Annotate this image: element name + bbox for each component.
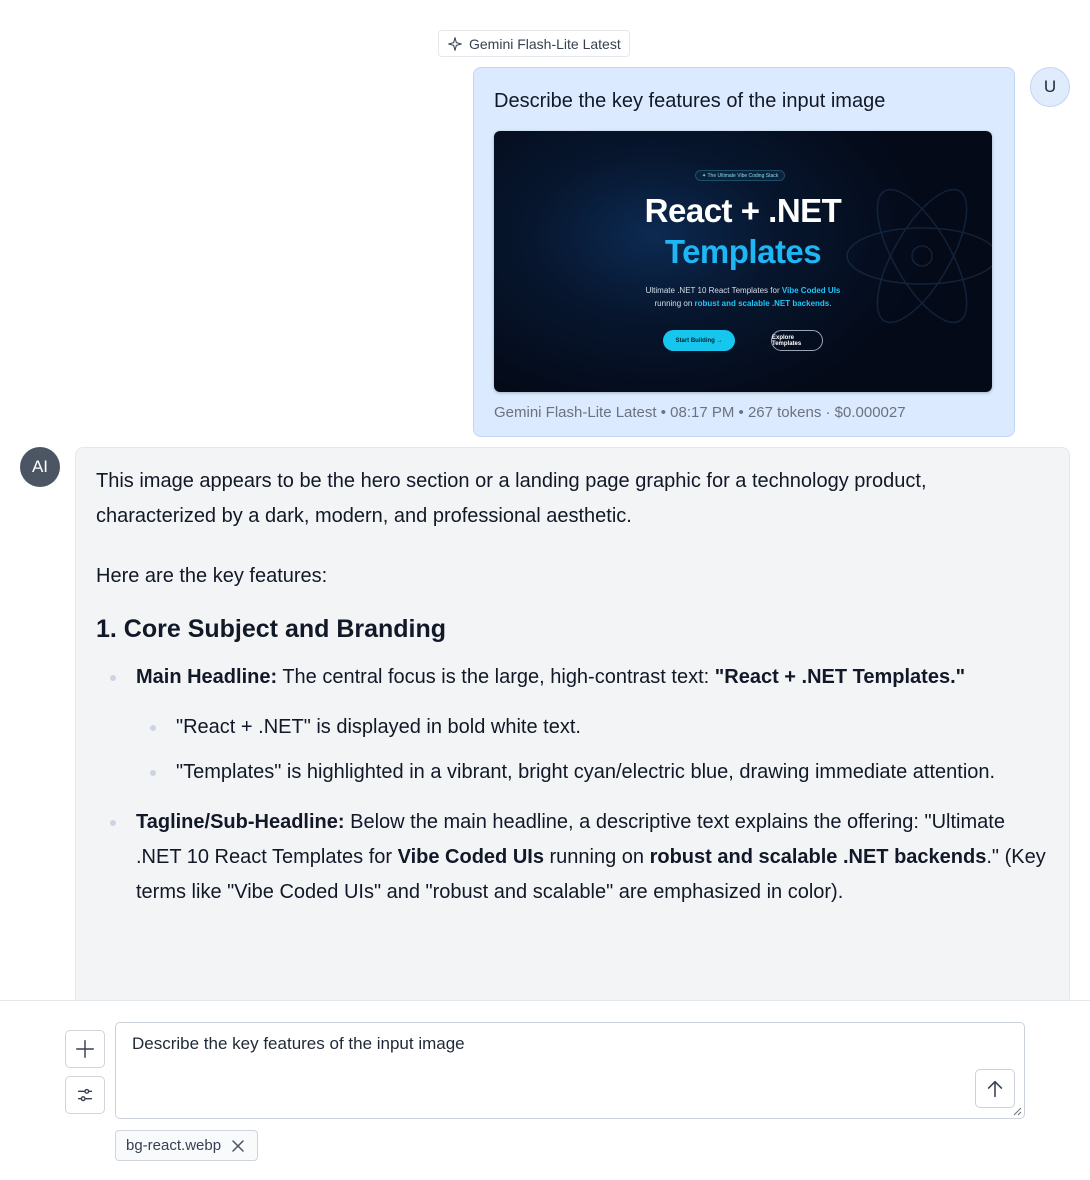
list-item: "Templates" is highlighted in a vibrant, bright cyan/electric blue, drawing immediate attention. (136, 755, 1049, 790)
hero-title-line1: React + .NET (644, 192, 842, 229)
hero-explore-templates-button: Explore Templates (771, 330, 823, 351)
ai-feature-list (96, 660, 1049, 910)
resize-handle-icon[interactable] (1012, 1106, 1022, 1116)
settings-button[interactable] (65, 1076, 105, 1114)
list-item: "React + .NET" is displayed in bold white text. (136, 710, 1049, 745)
attachment-chip (115, 1130, 258, 1161)
ai-key-features-lead: Here are the key features: (96, 565, 328, 587)
arrow-up-icon (984, 1078, 1006, 1100)
add-attachment-button[interactable] (65, 1030, 105, 1068)
attached-image-preview[interactable] (494, 131, 992, 392)
model-selector-chip[interactable] (438, 30, 630, 57)
prompt-input-value[interactable]: Describe the key features of the input image (132, 1034, 465, 1053)
composer-bar (0, 1000, 1090, 1180)
hero-badge: ✦ The Ultimate Vibe Coding Stack (695, 170, 785, 181)
hero-subtitle: Ultimate .NET 10 React Templates for Vibe Coded UIs running on robust and scalable .NET backends. (645, 286, 841, 308)
close-icon[interactable] (231, 1139, 245, 1153)
ai-section-heading: 1. Core Subject and Branding (96, 615, 447, 643)
prompt-input[interactable] (115, 1022, 1025, 1119)
ai-intro-paragraph: This image appears to be the hero section or a landing page graphic for a technology product, characterized by a dark, modern, and professional aesthetic. (96, 470, 927, 527)
ai-avatar: AI (20, 447, 60, 487)
list-item: Main Headline: The central focus is the large, high-contrast text: "React + .NET Templates." "React + .NET" is displayed in bold white text. "Templates" is highlighted in a vibrant, bright cyan/electric blue, drawing immediate attention. (96, 660, 1049, 790)
user-message-text: Describe the key features of the input image (494, 90, 886, 112)
hero-start-building-button: Start Building → (663, 330, 735, 351)
ai-sub-list (136, 710, 1049, 790)
user-message-meta: Gemini Flash-Lite Latest • 08:17 PM • 267 tokens · $0.000027 (494, 404, 906, 421)
model-chip-label: Gemini Flash-Lite Latest (469, 35, 621, 52)
user-message-bubble (473, 67, 1015, 437)
attachment-name: bg-react.webp (126, 1137, 222, 1154)
user-avatar: U (1030, 67, 1070, 107)
hero-title-line2: Templates (664, 233, 822, 270)
sparkle-icon (447, 36, 463, 52)
ai-message-bubble (75, 447, 1070, 1007)
send-button[interactable] (975, 1069, 1015, 1108)
list-item: Tagline/Sub-Headline: Below the main headline, a descriptive text explains the offering: "Ultimate .NET 10 React Templates for Vibe Coded UIs running on robust and scalable .NET backends." (Key terms like "Vibe Coded UIs" and "robust and scalable" are emphasized in color). (96, 805, 1049, 910)
sliders-icon (74, 1084, 96, 1106)
plus-icon (74, 1038, 96, 1060)
